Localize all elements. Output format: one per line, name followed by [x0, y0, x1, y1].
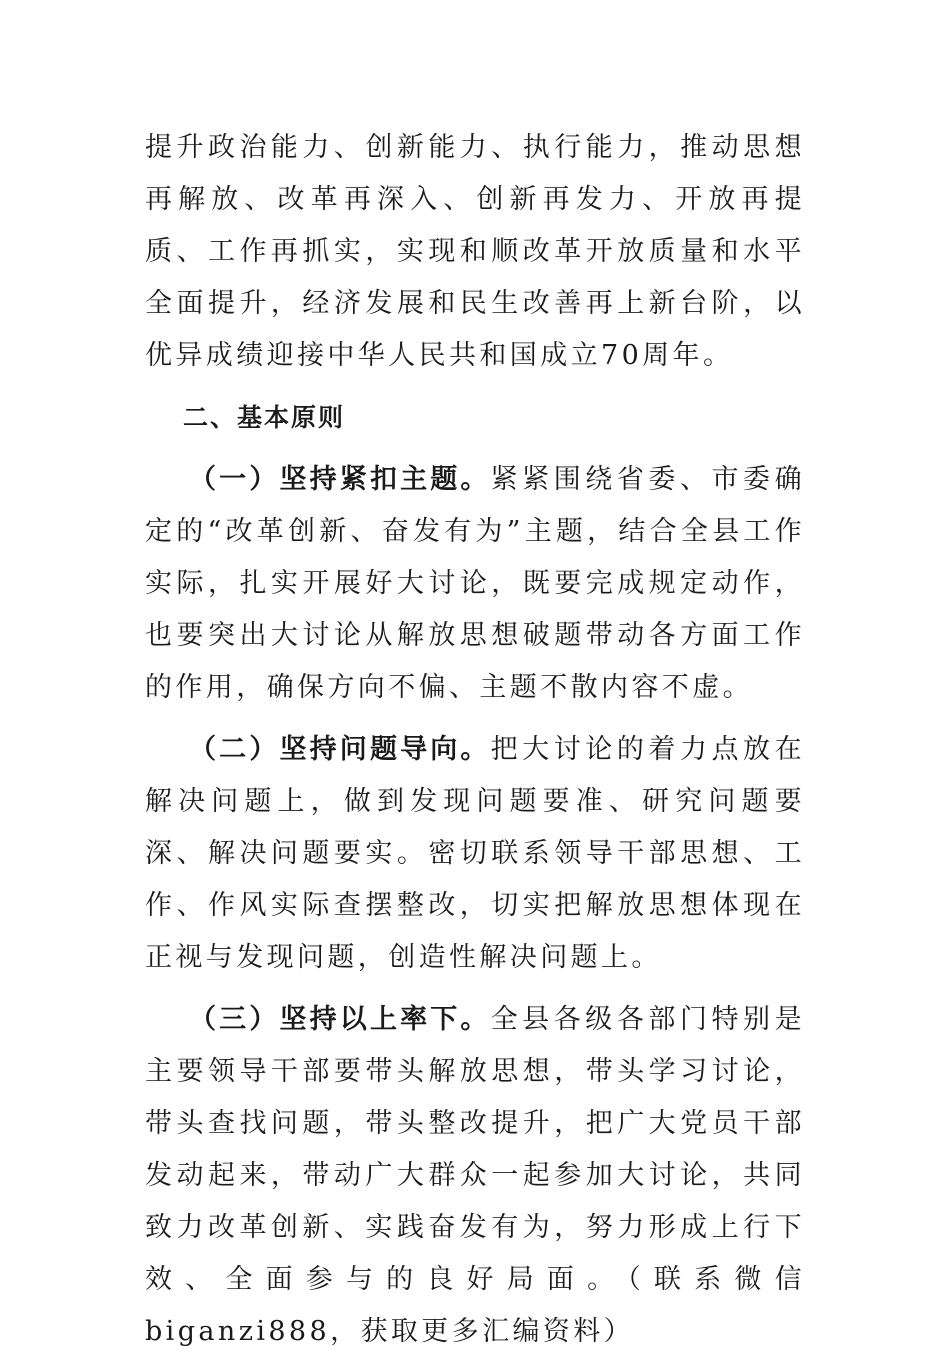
principle-body-3: 全县各级各部门特别是主要领导干部要带头解放思想，带头学习讨论，带头查找问题，带头整改提升，把广大党员干部发动起来，带动广大群众一起参加大讨论，共同致力改革创新、实践奋发有为，努力形成上行下效、全面参与的良好局面。（联系微信biganzi888，获取更多汇编资料） — [145, 1004, 806, 1347]
principle-lead-2: （二）坚持问题导向。 — [189, 734, 491, 765]
principle-paragraph-1 — [145, 454, 805, 714]
section-heading: 二、基本原则 — [183, 403, 346, 432]
principle-lead-3: （三）坚持以上率下。 — [189, 1004, 491, 1035]
intro-paragraph: 提升政治能力、创新能力、执行能力，推动思想再解放、改革再深入、创新再发力、开放再提质、工作再抓实，实现和顺改革开放质量和水平全面提升，经济发展和民生改善再上新台阶，以优异成绩迎接中华人民共和国成立70周年。 — [145, 132, 805, 371]
principle-paragraph-3 — [145, 994, 805, 1358]
document-body — [145, 122, 805, 1368]
principle-lead-1: （一）坚持紧扣主题。 — [189, 464, 491, 495]
principle-body-2: 把大讨论的着力点放在解决问题上，做到发现问题要准、研究问题要深、解决问题要实。密切联系领导干部思想、工作、作风实际查摆整改，切实把解放思想体现在正视与发现问题，创造性解决问题上。 — [145, 734, 806, 973]
principle-paragraph-2 — [145, 724, 805, 984]
principle-body-1: 紧紧围绕省委、市委确定的“改革创新、奋发有为”主题，结合全县工作实际，扎实开展好大讨论，既要完成规定动作，也要突出大讨论从解放思想破题带动各方面工作的作用，确保方向不偏、主题不散内容不虚。 — [145, 464, 806, 703]
